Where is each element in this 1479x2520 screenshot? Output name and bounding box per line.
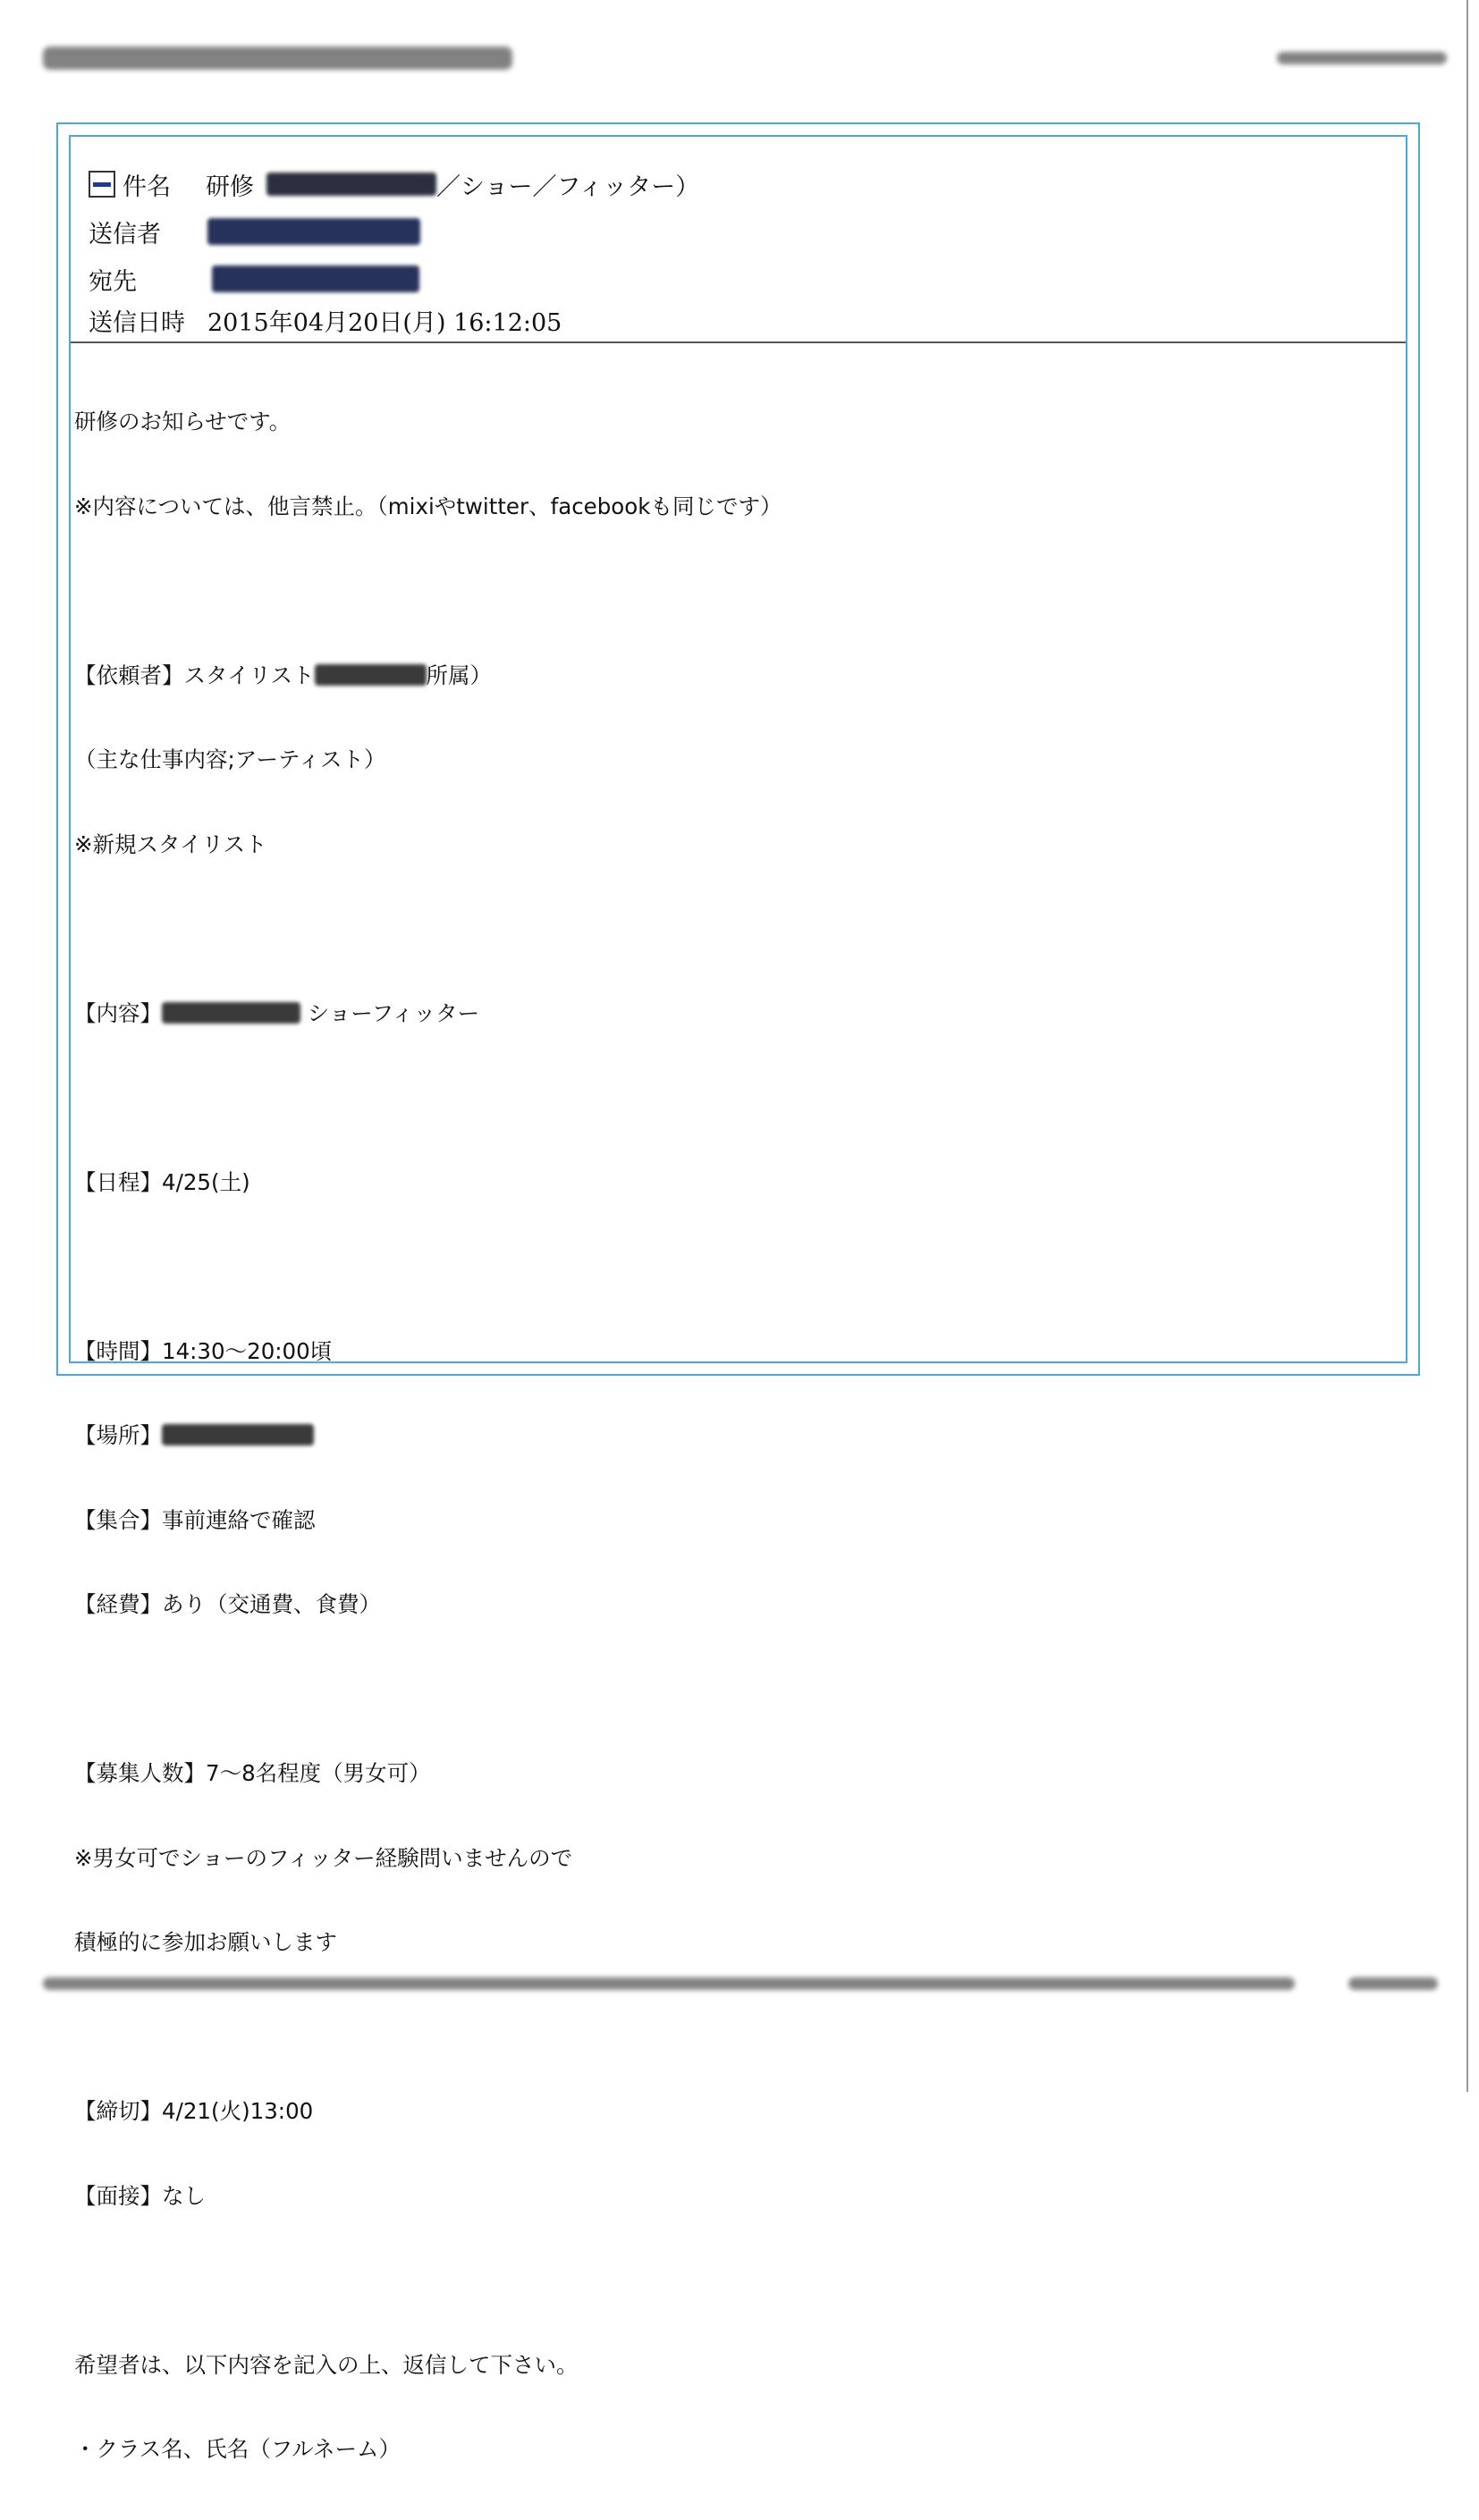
body-line: ※男女可でショーのフィッター経験問いませんので: [74, 1844, 573, 1871]
content-label: 【内容】: [74, 999, 162, 1026]
body-line: [74, 1252, 1402, 1281]
sender-label: 送信者: [89, 220, 161, 249]
email-body: [74, 351, 1402, 2520]
sent-date-label: 送信日時: [89, 308, 185, 337]
redacted-page-header-left: [43, 46, 512, 70]
scan-edge-line: [1466, 0, 1468, 2092]
body-line: 【面接】なし: [74, 2182, 206, 2209]
body-line: ※内容については、他言禁止。（mixiやtwitter、facebookも同じです）: [74, 493, 782, 519]
body-line: 希望者は、以下内容を記入の上、返信して下さい。: [74, 2351, 579, 2378]
body-line: （主な仕事内容;アーティスト）: [74, 746, 386, 772]
body-line: 【募集人数】7～8名程度（男女可）: [74, 1760, 431, 1786]
body-line: 【日程】4/25(土): [74, 1168, 250, 1195]
email-header: [71, 137, 1406, 343]
recipient-label: 宛先: [89, 267, 137, 296]
redacted-page-header-right: [1277, 52, 1447, 64]
body-line: [74, 914, 1402, 943]
email-print-frame: [56, 122, 1420, 2462]
subject-label: 件名: [123, 173, 171, 201]
subject-suffix: ／ショー／フィッター）: [436, 173, 700, 201]
body-line: [74, 2266, 1402, 2295]
collapse-minus-icon[interactable]: [89, 171, 115, 198]
redacted-sender[interactable]: [207, 218, 420, 245]
sent-date-row: [89, 298, 1388, 342]
requester-text: 【依頼者】スタイリスト: [74, 662, 315, 688]
body-line-content: [74, 999, 1402, 1028]
body-line: 研修のお知らせです。: [74, 409, 292, 434]
body-line: ・クラス名、氏名（フルネーム）: [74, 2436, 401, 2462]
redacted-content: [162, 1002, 300, 1024]
body-line: 【締切】4/21(火)13:00: [74, 2098, 314, 2124]
body-line: ※新規スタイリスト: [74, 830, 267, 857]
body-line: 積極的に参加お願いします: [74, 1929, 337, 1955]
redacted-requester: [315, 664, 427, 686]
recipient-row: [89, 257, 1388, 301]
body-line: [74, 1083, 1402, 1112]
place-label: 【場所】: [74, 1422, 162, 1448]
redacted-subject: [266, 173, 436, 196]
requester-affiliation: 所属）: [426, 662, 493, 688]
subject-prefix: 研修: [206, 173, 254, 201]
body-line: [74, 577, 1402, 605]
body-line: 【集合】事前連絡で確認: [74, 1506, 316, 1533]
body-line: [74, 1675, 1402, 1704]
subject-row: [89, 162, 1388, 206]
redacted-recipient[interactable]: [212, 265, 419, 292]
subject-value: [206, 167, 699, 202]
body-line: 【時間】14:30～20:00頃: [74, 1337, 333, 1364]
sender-row: [89, 209, 1388, 254]
body-line: 【経費】あり（交通費、食費）: [74, 1591, 381, 1617]
body-line-place: [74, 1421, 1402, 1450]
content-text: ショーフィッター: [300, 999, 480, 1026]
redacted-place: [162, 1424, 314, 1445]
sent-date-value: 2015年04月20日(月) 16:12:05: [207, 308, 562, 337]
body-line-requester: [74, 662, 1402, 690]
body-line: [74, 2013, 1402, 2042]
